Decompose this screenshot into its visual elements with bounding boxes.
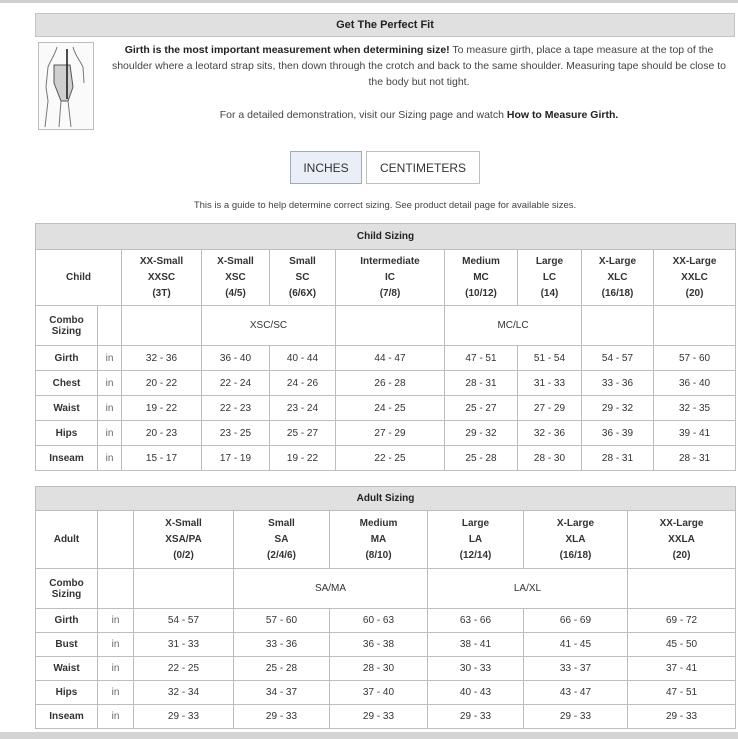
adult-label: Adult (36, 511, 98, 569)
table-cell: 29 - 33 (330, 705, 428, 729)
bottom-divider (0, 732, 738, 739)
child-size-header: X-Small XSC (4/5) (202, 250, 270, 306)
table-cell: 33 - 36 (582, 371, 654, 396)
table-cell: 36 - 40 (202, 346, 270, 371)
child-size-header: Small SC (6/6X) (270, 250, 336, 306)
table-cell: 28 - 31 (582, 446, 654, 471)
table-cell: 20 - 22 (122, 371, 202, 396)
how-to-measure-girth-link[interactable]: How to Measure Girth. (506, 109, 619, 121)
child-size-header: Medium MC (10/12) (445, 250, 518, 306)
table-cell: 29 - 32 (582, 396, 654, 421)
unit-label: in (98, 681, 134, 705)
table-cell: 37 - 40 (330, 681, 428, 705)
table-cell: 60 - 63 (330, 609, 428, 633)
unit-label: in (98, 421, 122, 446)
measurement-label: Waist (36, 396, 98, 421)
measurement-label: Girth (36, 346, 98, 371)
unit-label: in (98, 396, 122, 421)
table-cell: 32 - 35 (654, 396, 736, 421)
table-cell: 28 - 30 (330, 657, 428, 681)
table-cell: 23 - 24 (270, 396, 336, 421)
table-cell: 57 - 60 (654, 346, 736, 371)
unit-label: in (98, 633, 134, 657)
table-cell: 29 - 33 (628, 705, 736, 729)
adult-combo-label: Combo Sizing (36, 569, 98, 609)
table-cell: 69 - 72 (628, 609, 736, 633)
table-cell: 29 - 33 (524, 705, 628, 729)
table-cell: 28 - 31 (654, 446, 736, 471)
empty-cell (336, 306, 445, 346)
table-cell: 23 - 25 (202, 421, 270, 446)
empty-cell (134, 569, 234, 609)
table-cell: 34 - 37 (234, 681, 330, 705)
child-combo-cell: XSC/SC (202, 306, 336, 346)
table-cell: 54 - 57 (134, 609, 234, 633)
unit-label: in (98, 346, 122, 371)
table-cell: 24 - 26 (270, 371, 336, 396)
table-cell: 28 - 31 (445, 371, 518, 396)
table-cell: 47 - 51 (445, 346, 518, 371)
child-combo-label: Combo Sizing (36, 306, 98, 346)
table-cell: 63 - 66 (428, 609, 524, 633)
table-cell: 40 - 44 (270, 346, 336, 371)
table-cell: 29 - 32 (445, 421, 518, 446)
measurement-label: Inseam (36, 446, 98, 471)
table-cell: 37 - 41 (628, 657, 736, 681)
table-cell: 41 - 45 (524, 633, 628, 657)
measurement-label: Bust (36, 633, 98, 657)
table-cell: 29 - 33 (234, 705, 330, 729)
table-cell: 17 - 19 (202, 446, 270, 471)
measurement-label: Chest (36, 371, 98, 396)
leotard-figure-icon (39, 43, 93, 129)
measurement-label: Hips (36, 681, 98, 705)
table-cell: 29 - 33 (134, 705, 234, 729)
table-cell: 32 - 36 (518, 421, 582, 446)
table-cell: 25 - 27 (445, 396, 518, 421)
centimeters-tab[interactable]: CENTIMETERS (366, 151, 480, 184)
table-cell: 45 - 50 (628, 633, 736, 657)
inches-tab[interactable]: INCHES (290, 151, 362, 184)
girth-instructions-text: To measure girth, place a tape measure at the top of the shoulder where a leotard strap sits, then down through the crotch and back to the same shoulder. Measuring tape should be close to the body but not tight. (111, 44, 727, 88)
table-cell: 27 - 29 (518, 396, 582, 421)
table-cell: 51 - 54 (518, 346, 582, 371)
child-combo-cell: MC/LC (445, 306, 582, 346)
adult-size-header: Large LA (12/14) (428, 511, 524, 569)
table-cell: 28 - 30 (518, 446, 582, 471)
child-size-header: Large LC (14) (518, 250, 582, 306)
child-size-header: Intermediate IC (7/8) (336, 250, 445, 306)
table-cell: 19 - 22 (122, 396, 202, 421)
table-cell: 27 - 29 (336, 421, 445, 446)
child-size-header: XX-Large XXLC (20) (654, 250, 736, 306)
table-cell: 36 - 40 (654, 371, 736, 396)
child-label: Child (36, 250, 122, 306)
adult-size-header: Small SA (2/4/6) (234, 511, 330, 569)
measurement-label: Waist (36, 657, 98, 681)
table-cell: 43 - 47 (524, 681, 628, 705)
table-cell: 38 - 41 (428, 633, 524, 657)
sizing-guide-note: This is a guide to help determine correct sizing. See product detail page for available sizes. (193, 200, 577, 211)
empty-cell (98, 569, 134, 609)
unit-label: in (98, 609, 134, 633)
table-cell: 22 - 23 (202, 396, 270, 421)
table-cell: 39 - 41 (654, 421, 736, 446)
girth-instructions (104, 42, 734, 90)
adult-sizing-title: Adult Sizing (36, 487, 736, 511)
child-size-header: X-Large XLC (16/18) (582, 250, 654, 306)
unit-label: in (98, 705, 134, 729)
demonstration-text: For a detailed demonstration, visit our Sizing page and watch (219, 109, 507, 121)
adult-combo-cell: SA/MA (234, 569, 428, 609)
unit-label: in (98, 657, 134, 681)
table-cell: 26 - 28 (336, 371, 445, 396)
table-cell: 32 - 34 (134, 681, 234, 705)
table-cell: 25 - 28 (234, 657, 330, 681)
measurement-label: Inseam (36, 705, 98, 729)
table-cell: 44 - 47 (336, 346, 445, 371)
table-cell: 31 - 33 (518, 371, 582, 396)
table-cell: 36 - 39 (582, 421, 654, 446)
table-cell: 31 - 33 (134, 633, 234, 657)
table-cell: 22 - 25 (134, 657, 234, 681)
table-cell: 25 - 27 (270, 421, 336, 446)
table-cell: 57 - 60 (234, 609, 330, 633)
empty-cell (654, 306, 736, 346)
girth-measurement-illustration (38, 42, 94, 130)
empty-cell (98, 306, 122, 346)
table-cell: 19 - 22 (270, 446, 336, 471)
child-size-header: XX-Small XXSC (3T) (122, 250, 202, 306)
unit-label: in (98, 446, 122, 471)
empty-cell (628, 569, 736, 609)
empty-cell (98, 511, 134, 569)
table-cell: 15 - 17 (122, 446, 202, 471)
adult-sizing-table (35, 486, 736, 729)
table-cell: 30 - 33 (428, 657, 524, 681)
table-cell: 29 - 33 (428, 705, 524, 729)
table-cell: 66 - 69 (524, 609, 628, 633)
measurement-label: Girth (36, 609, 98, 633)
unit-label: in (98, 371, 122, 396)
table-cell: 25 - 28 (445, 446, 518, 471)
empty-cell (122, 306, 202, 346)
fit-header: Get The Perfect Fit (35, 13, 735, 37)
table-cell: 32 - 36 (122, 346, 202, 371)
table-cell: 20 - 23 (122, 421, 202, 446)
table-cell: 40 - 43 (428, 681, 524, 705)
table-cell: 22 - 25 (336, 446, 445, 471)
table-cell: 24 - 25 (336, 396, 445, 421)
table-cell: 36 - 38 (330, 633, 428, 657)
adult-size-header: XX-Large XXLA (20) (628, 511, 736, 569)
table-cell: 33 - 37 (524, 657, 628, 681)
unit-toggle (290, 151, 480, 185)
table-cell: 33 - 36 (234, 633, 330, 657)
empty-cell (582, 306, 654, 346)
table-cell: 54 - 57 (582, 346, 654, 371)
demonstration-note (104, 109, 734, 121)
measurement-label: Hips (36, 421, 98, 446)
top-divider (0, 0, 738, 3)
child-sizing-title: Child Sizing (36, 224, 736, 250)
adult-combo-cell: LA/XL (428, 569, 628, 609)
child-sizing-table (35, 223, 736, 471)
adult-size-header: Medium MA (8/10) (330, 511, 428, 569)
adult-size-header: X-Small XSA/PA (0/2) (134, 511, 234, 569)
girth-emphasis: Girth is the most important measurement when determining size! (124, 44, 450, 56)
table-cell: 22 - 24 (202, 371, 270, 396)
adult-size-header: X-Large XLA (16/18) (524, 511, 628, 569)
table-cell: 47 - 51 (628, 681, 736, 705)
